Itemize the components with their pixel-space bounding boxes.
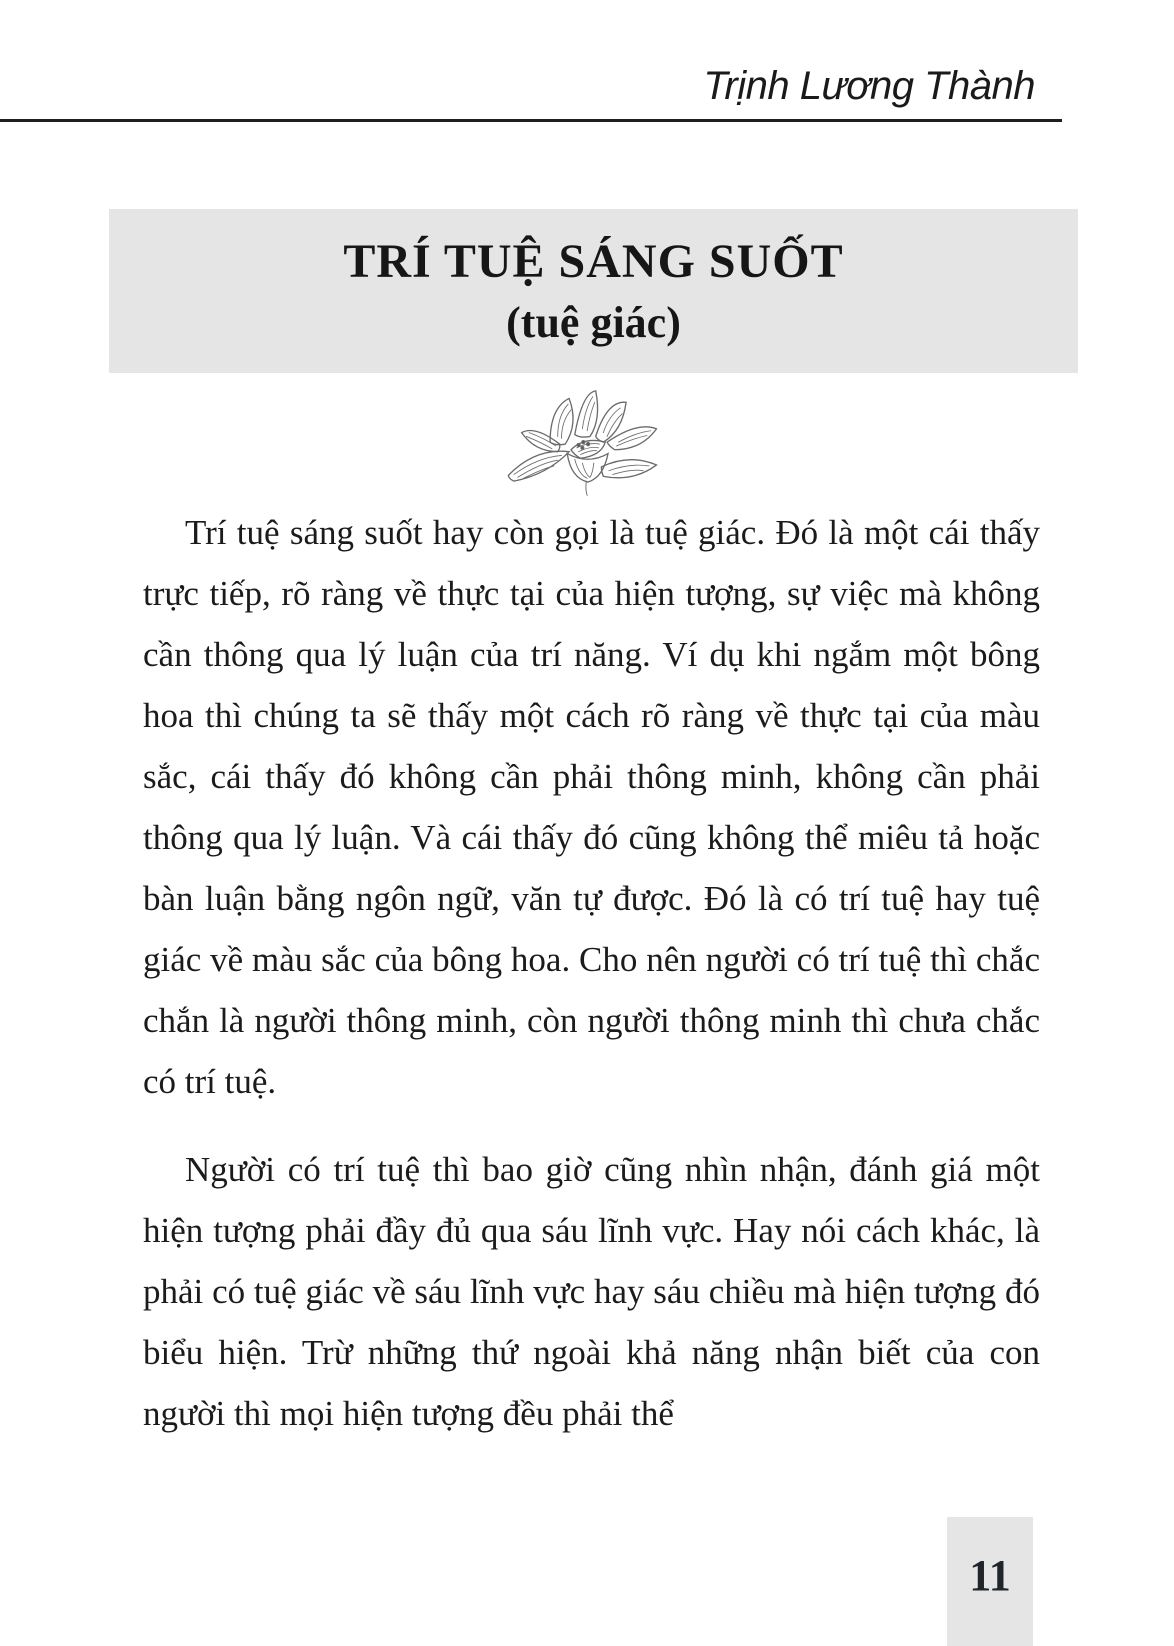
paragraph-2: Người có trí tuệ thì bao giờ cũng nhìn nhận, đánh giá một hiện tượng phải đầy đủ qua sáu lĩnh vực. Hay nói cách khác, là phải có tuệ giác về sáu lĩnh vực hay sáu chiều mà hiện tượng đó biểu hiện. Trừ những thứ ngoài khả năng nhận biết của con người thì mọi hiện tượng đều phải thể <box>143 1150 1040 1433</box>
page-number-box <box>947 1517 1033 1646</box>
header-rule <box>0 119 1062 122</box>
paragraph-1: Trí tuệ sáng suốt hay còn gọi là tuệ giác. Đó là một cái thấy trực tiếp, rõ ràng về thực tại của hiện tượng, sự việc mà không cần thông qua lý luận của trí năng. Ví dụ khi ngắm một bông hoa thì chúng ta sẽ thấy một cách rõ ràng về thực tại của màu sắc, cái thấy đó không cần phải thông minh, không cần phải thông qua lý luận. Và cái thấy đó cũng không thể miêu tả hoặc bàn luận bằng ngôn ngữ, văn tự được. Đó là có trí tuệ hay tuệ giác về màu sắc của bông hoa. Cho nên người có trí tuệ thì chắc chắn là người thông minh, còn người thông minh thì chưa chắc có trí tuệ. <box>143 513 1040 1101</box>
page-number: 11 <box>969 1551 1011 1600</box>
running-head-author: Trịnh Lương Thành <box>703 64 1035 108</box>
body-text <box>143 502 1040 1444</box>
chapter-subtitle: (tuệ giác) <box>506 298 681 347</box>
lotus-flower-icon <box>495 383 685 507</box>
chapter-title: TRÍ TUỆ SÁNG SUỐT <box>343 235 844 288</box>
chapter-title-banner <box>109 209 1078 373</box>
